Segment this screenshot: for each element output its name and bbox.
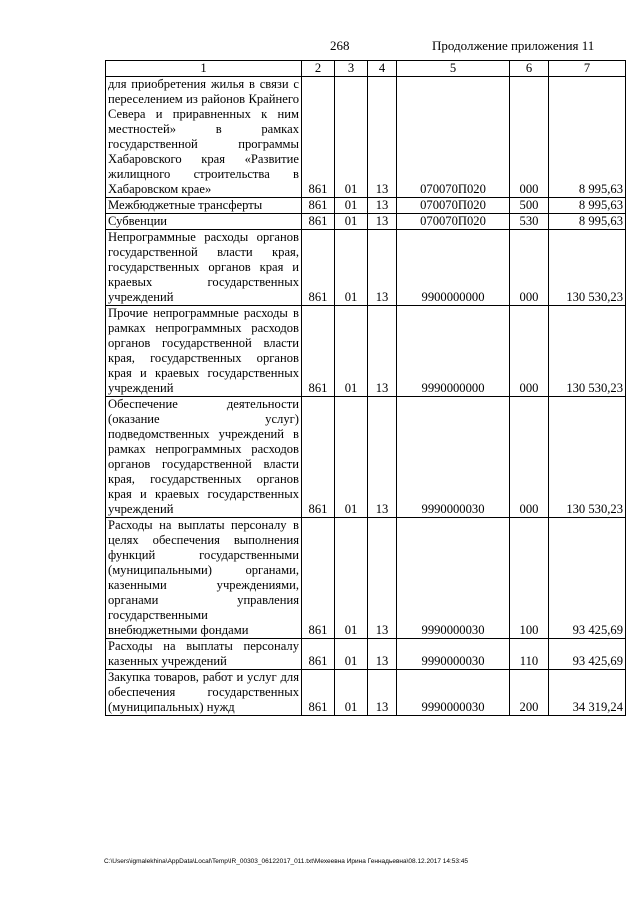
- column-header: 4: [368, 61, 397, 77]
- row-amount: 130 530,23: [549, 397, 626, 518]
- table-row: [106, 639, 626, 670]
- row-expense-type: 100: [510, 518, 549, 639]
- table-row: [106, 670, 626, 716]
- table-row: [106, 214, 626, 230]
- row-expense-type: 200: [510, 670, 549, 716]
- table-row: [106, 230, 626, 306]
- row-admin-code: 861: [302, 198, 335, 214]
- row-target-article: 070070П020: [397, 214, 510, 230]
- row-target-article: 9990000030: [397, 518, 510, 639]
- row-subsection: 13: [368, 518, 397, 639]
- row-subsection: 13: [368, 306, 397, 397]
- column-header: 7: [549, 61, 626, 77]
- row-name: Субвенции: [106, 214, 302, 230]
- column-header: 2: [302, 61, 335, 77]
- row-expense-type: 110: [510, 639, 549, 670]
- table-row: [106, 77, 626, 198]
- row-subsection: 13: [368, 397, 397, 518]
- row-section: 01: [335, 230, 368, 306]
- row-subsection: 13: [368, 230, 397, 306]
- file-path-footer: C:\Users\igmalekhina\AppData\Local\Temp\IR_00303_06122017_011.txt\Мехеевна Ирина Геннадьевна\08.12.2017 14:53:45: [104, 858, 469, 865]
- row-amount: 8 995,63: [549, 214, 626, 230]
- row-admin-code: 861: [302, 306, 335, 397]
- row-target-article: 9990000000: [397, 306, 510, 397]
- row-admin-code: 861: [302, 670, 335, 716]
- row-amount: 130 530,23: [549, 306, 626, 397]
- row-admin-code: 861: [302, 230, 335, 306]
- row-name: Межбюджетные трансферты: [106, 198, 302, 214]
- table-row: [106, 397, 626, 518]
- row-admin-code: 861: [302, 518, 335, 639]
- row-name: Расходы на выплаты персоналу в целях обеспечения выполнения функций государственными (муниципальными) органами, казенными учреждениями, органами управления государственными внебюджетными фондами: [106, 518, 302, 639]
- row-target-article: 9990000030: [397, 670, 510, 716]
- row-admin-code: 861: [302, 639, 335, 670]
- table-row: [106, 306, 626, 397]
- row-amount: 8 995,63: [549, 77, 626, 198]
- table-header-row: [106, 61, 626, 77]
- row-target-article: 9990000030: [397, 397, 510, 518]
- row-amount: 93 425,69: [549, 518, 626, 639]
- row-name: Непрограммные расходы органов государственной власти края, государственных органов края и краевых государственных учреждений: [106, 230, 302, 306]
- table-row: [106, 198, 626, 214]
- row-name: Закупка товаров, работ и услуг для обеспечения государственных (муниципальных) нужд: [106, 670, 302, 716]
- column-header: 1: [106, 61, 302, 77]
- row-subsection: 13: [368, 670, 397, 716]
- budget-table: [105, 60, 626, 716]
- row-admin-code: 861: [302, 77, 335, 198]
- row-section: 01: [335, 198, 368, 214]
- page-number: 268: [330, 38, 350, 53]
- row-section: 01: [335, 306, 368, 397]
- row-target-article: 9900000000: [397, 230, 510, 306]
- row-amount: 130 530,23: [549, 230, 626, 306]
- row-admin-code: 861: [302, 397, 335, 518]
- row-section: 01: [335, 670, 368, 716]
- row-expense-type: 000: [510, 230, 549, 306]
- row-subsection: 13: [368, 77, 397, 198]
- row-amount: 8 995,63: [549, 198, 626, 214]
- row-admin-code: 861: [302, 214, 335, 230]
- row-expense-type: 530: [510, 214, 549, 230]
- row-section: 01: [335, 518, 368, 639]
- row-expense-type: 500: [510, 198, 549, 214]
- row-expense-type: 000: [510, 77, 549, 198]
- row-name: Прочие непрограммные расходы в рамках непрограммных расходов органов государственной власти края, государственных органов края и краевых государственных учреждений: [106, 306, 302, 397]
- column-header: 5: [397, 61, 510, 77]
- row-section: 01: [335, 397, 368, 518]
- row-expense-type: 000: [510, 306, 549, 397]
- row-subsection: 13: [368, 198, 397, 214]
- row-target-article: 9990000030: [397, 639, 510, 670]
- row-section: 01: [335, 214, 368, 230]
- row-target-article: 070070П020: [397, 77, 510, 198]
- row-section: 01: [335, 639, 368, 670]
- row-name: Обеспечение деятельности (оказание услуг) подведомственных учреждений в рамках непрограммных расходов органов государственной власти края, государственных органов края и краевых государственных учреждений: [106, 397, 302, 518]
- row-target-article: 070070П020: [397, 198, 510, 214]
- row-expense-type: 000: [510, 397, 549, 518]
- column-header: 3: [335, 61, 368, 77]
- row-subsection: 13: [368, 214, 397, 230]
- table-row: [106, 518, 626, 639]
- row-name: для приобретения жилья в связи с переселением из районов Крайнего Севера и приравненных к ним местностей» в рамках государственной программы Хабаровского края «Развитие жилищного строительства в Хабаровском крае»: [106, 77, 302, 198]
- row-amount: 93 425,69: [549, 639, 626, 670]
- column-header: 6: [510, 61, 549, 77]
- row-subsection: 13: [368, 639, 397, 670]
- continuation-label: Продолжение приложения 11: [432, 38, 595, 53]
- row-amount: 34 319,24: [549, 670, 626, 716]
- row-name: Расходы на выплаты персоналу казенных учреждений: [106, 639, 302, 670]
- row-section: 01: [335, 77, 368, 198]
